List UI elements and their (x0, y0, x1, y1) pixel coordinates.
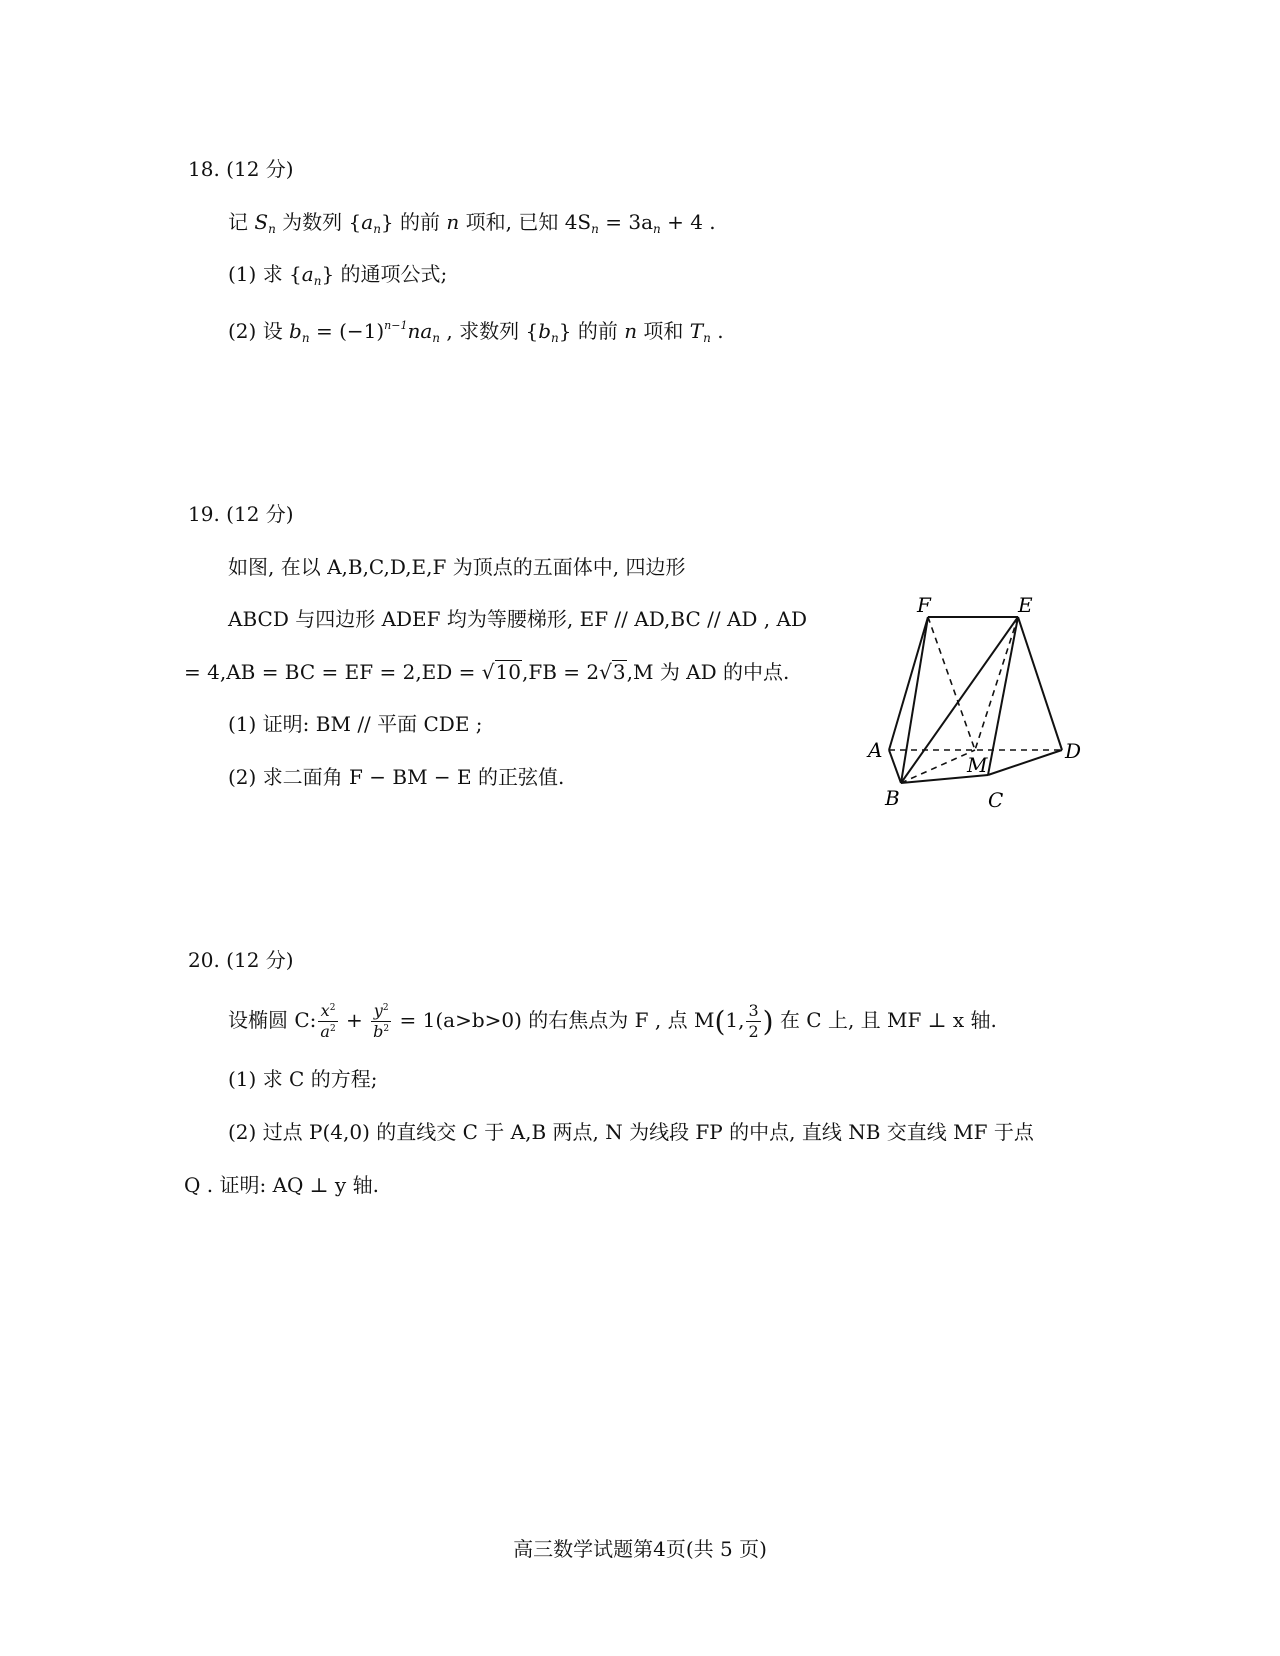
q20-part2: (2) 过点 P(4,0) 的直线交 C 于 A,B 两点, N 为线段 FP 的中点, 直线 NB 交直线 MF 于点 (228, 1120, 1034, 1144)
fraction-y2-b2: $\frac{y^2}{b^2}$ (373, 1001, 390, 1041)
edge-AB (889, 750, 901, 783)
page-footer: 高三数学试题第4页(共 5 页) (513, 1537, 767, 1561)
q18-part1: (1) 求 $\{a_n\}$ 的通项公式; (228, 262, 448, 288)
q19-line1: 如图, 在以 A,B,C,D,E,F 为顶点的五面体中, 四边形 (228, 555, 686, 579)
q18-part2: (2) 设 $b_n = (-1)^{n-1}na_n$ , 求数列 $\{b_n\}$ 的前 n 项和 $T_n$ . (228, 319, 724, 345)
q20-header: 20. (12 分) (188, 948, 294, 972)
label-B: B (885, 786, 900, 810)
label-M: M (967, 753, 988, 777)
fraction-3-2: $\frac{3}{2}$ (748, 1001, 759, 1041)
label-A: A (868, 738, 883, 762)
pentahedron-figure (855, 590, 1095, 820)
edge-EC (988, 617, 1018, 775)
q19-line2: ABCD 与四边形 ADEF 均为等腰梯形, EF // AD,BC // AD , AD (228, 607, 807, 631)
edge-FB (901, 617, 928, 783)
fraction-x2-a2: $\frac{x^2}{a^2}$ (320, 1001, 336, 1041)
q19-header: 19. (12 分) (188, 502, 294, 526)
label-E: E (1018, 593, 1033, 617)
edge-ED (1018, 617, 1062, 750)
q19-line3: = 4,AB = BC = EF = 2,ED = √10,FB = 2√3,M 为 AD 的中点. (184, 660, 790, 684)
q18-statement: 记 $S_n$ 为数列 $\{a_n\}$ 的前 n 项和, 已知 $4S_n = 3a_n + 4$ . (228, 210, 716, 236)
edge-CD (988, 750, 1062, 775)
q20-part1: (1) 求 C 的方程; (228, 1067, 378, 1091)
q20-statement: 设椭圆 C: $\frac{x^2}{a^2}$ + $\frac{y^2}{b^2}$ = 1(a>b>0) 的右焦点为 F , 点 M(1, $\frac{3}{2}$ ) 在 C 上, 且 MF ⊥ x 轴. (228, 1001, 997, 1041)
q20-part2-continued: Q . 证明: AQ ⊥ y 轴. (184, 1173, 379, 1197)
label-F: F (917, 593, 931, 617)
q19-part2: (2) 求二面角 F − BM − E 的正弦值. (228, 765, 565, 789)
edge-FM-dashed (928, 617, 975, 750)
label-D: D (1065, 739, 1082, 763)
edge-EB (901, 617, 1018, 783)
q19-part1: (1) 证明: BM // 平面 CDE ; (228, 712, 483, 736)
edge-FA (889, 617, 928, 750)
label-C: C (988, 788, 1004, 812)
q18-header: 18. (12 分) (188, 157, 294, 181)
